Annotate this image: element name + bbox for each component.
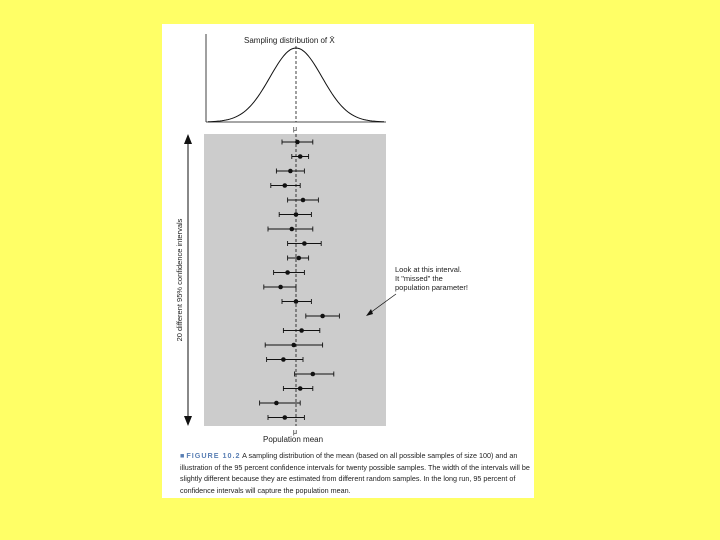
figure-diagram — [162, 24, 534, 498]
bell-curve — [208, 48, 384, 122]
mu-label-top: μ — [293, 126, 298, 133]
confidence-intervals-axis-label: 20 different 95% confidence intervals — [175, 218, 184, 342]
sample-mean-point — [295, 140, 300, 145]
arrow-head-up-icon — [184, 134, 192, 144]
sample-mean-point — [274, 401, 279, 406]
sample-mean-point — [281, 357, 286, 362]
population-mean-label: Population mean — [263, 435, 324, 444]
sample-mean-point — [278, 285, 283, 290]
sample-mean-point — [298, 154, 303, 159]
figure-card — [162, 24, 534, 498]
arrow-head-down-icon — [184, 416, 192, 426]
sampling-distribution-title: Sampling distribution of X̄ — [244, 36, 335, 45]
sample-mean-point — [302, 241, 307, 246]
sample-mean-point — [291, 343, 296, 348]
sample-mean-point — [290, 227, 295, 232]
interval-panel — [204, 134, 386, 426]
sample-mean-point — [283, 415, 288, 420]
caption-figure-label: FIGURE 10.2 — [186, 451, 241, 460]
sample-mean-point — [320, 314, 325, 319]
sample-mean-point — [297, 256, 302, 261]
sample-mean-point — [311, 372, 316, 377]
sample-mean-point — [283, 183, 288, 188]
sample-mean-point — [294, 299, 299, 304]
annotation-line-2: It "missed" the — [395, 274, 443, 283]
sample-mean-point — [285, 270, 290, 275]
annotation-line-3: population parameter! — [395, 283, 468, 292]
sample-mean-point — [288, 169, 293, 174]
annotation-line-1: Look at this interval. — [395, 265, 462, 274]
sample-mean-point — [301, 198, 306, 203]
sample-mean-point — [298, 386, 303, 391]
caption-marker-icon: ■ — [180, 451, 185, 460]
sample-mean-point — [294, 212, 299, 217]
sample-mean-point — [299, 328, 304, 333]
figure-caption — [180, 450, 532, 496]
caption-text: A sampling distribution of the mean (based on all possible samples of size 100) and an illustration of the 95 percent confidence intervals for twenty possible samples. The width of the intervals will be slightly different because they are estimated from different random samples. In the long run, 95 percent of confidence intervals will capture the population mean. — [180, 451, 530, 495]
mu-label-bottom: μ — [293, 429, 298, 436]
